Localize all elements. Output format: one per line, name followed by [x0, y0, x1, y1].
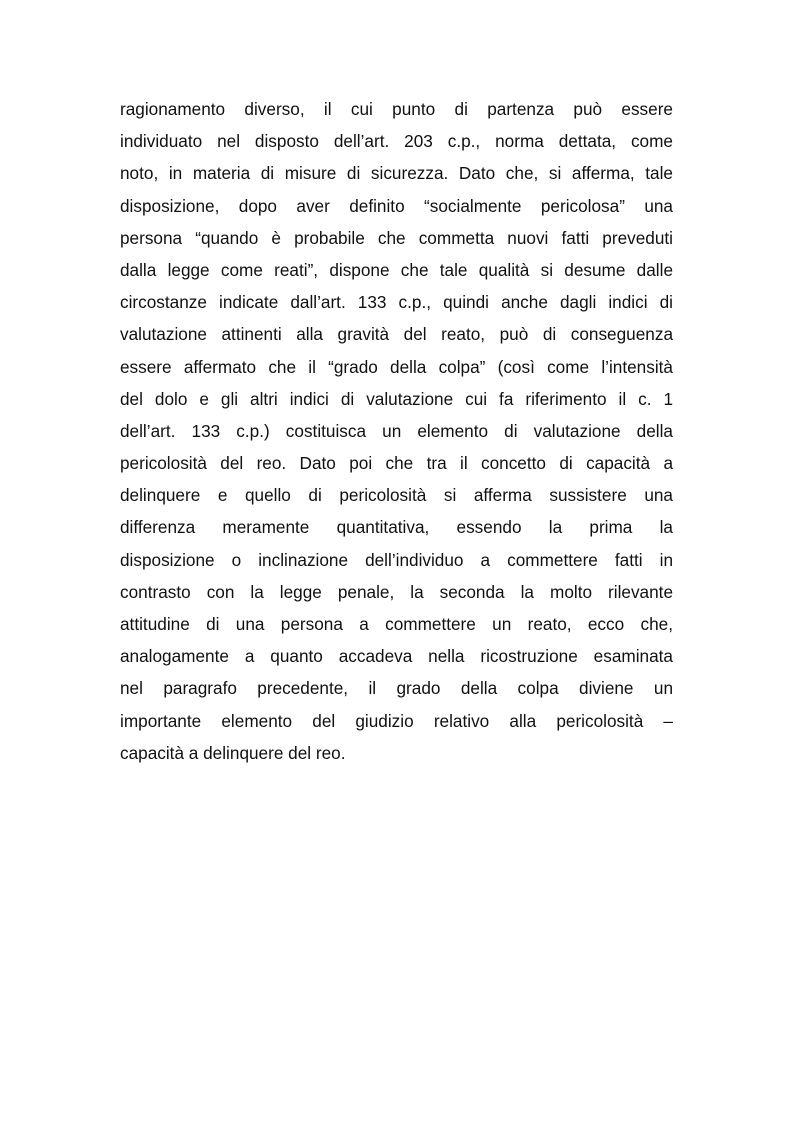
text-line: circostanze indicate dall’art. 133 c.p., quindi anche dagli indici di — [120, 292, 673, 313]
text-line: noto, in materia di misure di sicurezza. Dato che, si afferma, tale — [120, 163, 673, 184]
text-line: nel paragrafo precedente, il grado della colpa diviene un — [120, 678, 673, 699]
text-line: del dolo e gli altri indici di valutazione cui fa riferimento il c. 1 — [120, 388, 673, 409]
text-line: analogamente a quanto accadeva nella ricostruzione esaminata — [120, 646, 673, 667]
text-line: contrasto con la legge penale, la seconda la molto rilevante — [120, 581, 673, 602]
body-paragraph — [120, 93, 673, 769]
text-line: disposizione o inclinazione dell’individuo a commettere fatti in — [120, 549, 673, 570]
text-line: dalla legge come reati”, dispone che tale qualità si desume dalle — [120, 259, 673, 280]
text-line: individuato nel disposto dell’art. 203 c.p., norma dettata, come — [120, 131, 673, 152]
text-line: disposizione, dopo aver definito “socialmente pericolosa” una — [120, 195, 673, 216]
text-line: capacità a delinquere del reo. — [120, 742, 346, 763]
text-line: attitudine di una persona a commettere un reato, ecco che, — [120, 614, 673, 634]
text-line: essere affermato che il “grado della colpa” (così come l’intensità — [120, 356, 673, 377]
text-line: persona “quando è probabile che commetta nuovi fatti preveduti — [120, 227, 673, 248]
text-line: valutazione attinenti alla gravità del reato, può di conseguenza — [120, 324, 673, 345]
text-line: differenza meramente quantitativa, essendo la prima la — [120, 517, 673, 538]
text-line: ragionamento diverso, il cui punto di partenza può essere — [120, 99, 673, 119]
text-line: delinquere e quello di pericolosità si afferma sussistere una — [120, 485, 673, 506]
text-line: pericolosità del reo. Dato poi che tra il concetto di capacità a — [120, 453, 673, 474]
text-line: importante elemento del giudizio relativo alla pericolosità – — [120, 710, 673, 731]
text-line: dell’art. 133 c.p.) costituisca un elemento di valutazione della — [120, 420, 673, 441]
